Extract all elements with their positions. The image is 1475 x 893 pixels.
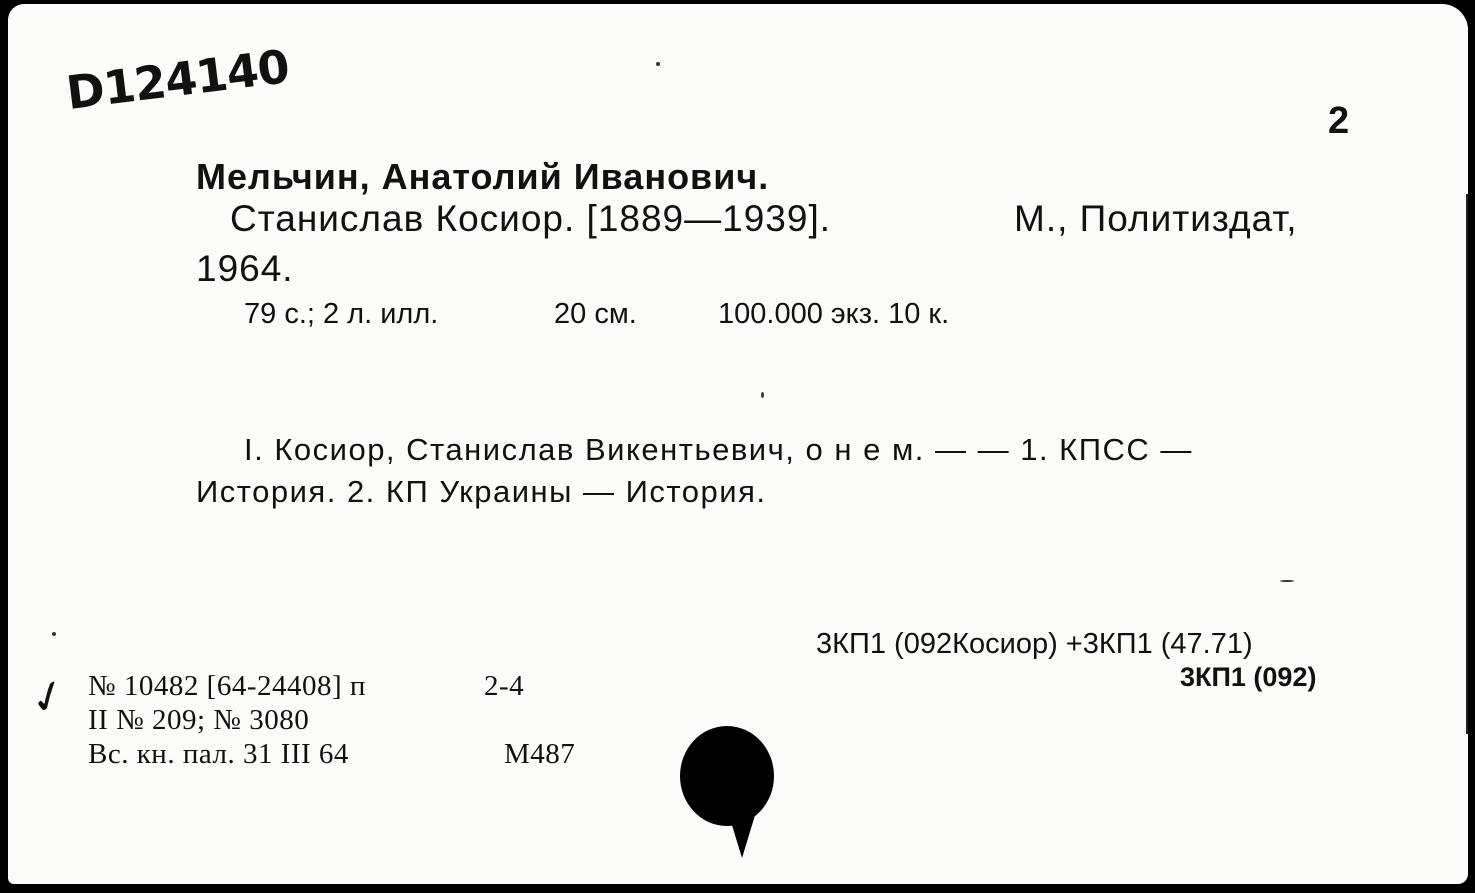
publisher: М., Политиздат, [1014,198,1298,239]
book-size: 20 см. [554,298,637,330]
speck [656,62,660,66]
card-number: 2 [1328,100,1350,142]
footer-accession: № 10482 [64-24408] п [88,670,366,702]
author-heading: Мельчин, Анатолий Иванович. [196,156,770,197]
footer-chamber: Вс. кн. пал. 31 III 64 [88,738,349,770]
speck [1280,580,1294,582]
book-title: Станислав Косиор. [1889—1939]. [230,198,832,239]
subject-headings-line2: История. 2. КП Украины — История. [196,474,767,509]
publication-year: 1964. [196,248,294,289]
classification-sub: 3КП1 (092) [1180,662,1317,692]
speck [761,392,764,398]
inventory-number: D124140 [63,39,292,120]
footer-numbers: II № 209; № 3080 [88,704,310,736]
footer-accession-right: 2-4 [484,670,525,702]
margin-mark [1466,194,1468,734]
catalog-card [8,4,1468,884]
punch-hole [680,726,774,826]
pages-illustrations: 79 с.; 2 л. илл. [244,298,439,330]
classification-main: 3КП1 (092Косиор) +3КП1 (47.71) [816,628,1253,660]
footer-code: М487 [504,738,576,770]
speck [52,632,56,636]
subject-headings-line1: I. Косиор, Станислав Викентьевич, о н е м. — — 1. КПСС — [244,432,1193,467]
punch-hole-tear [728,812,756,858]
print-run-price: 100.000 экз. 10 к. [718,298,950,330]
check-mark: ✓ [22,667,75,728]
